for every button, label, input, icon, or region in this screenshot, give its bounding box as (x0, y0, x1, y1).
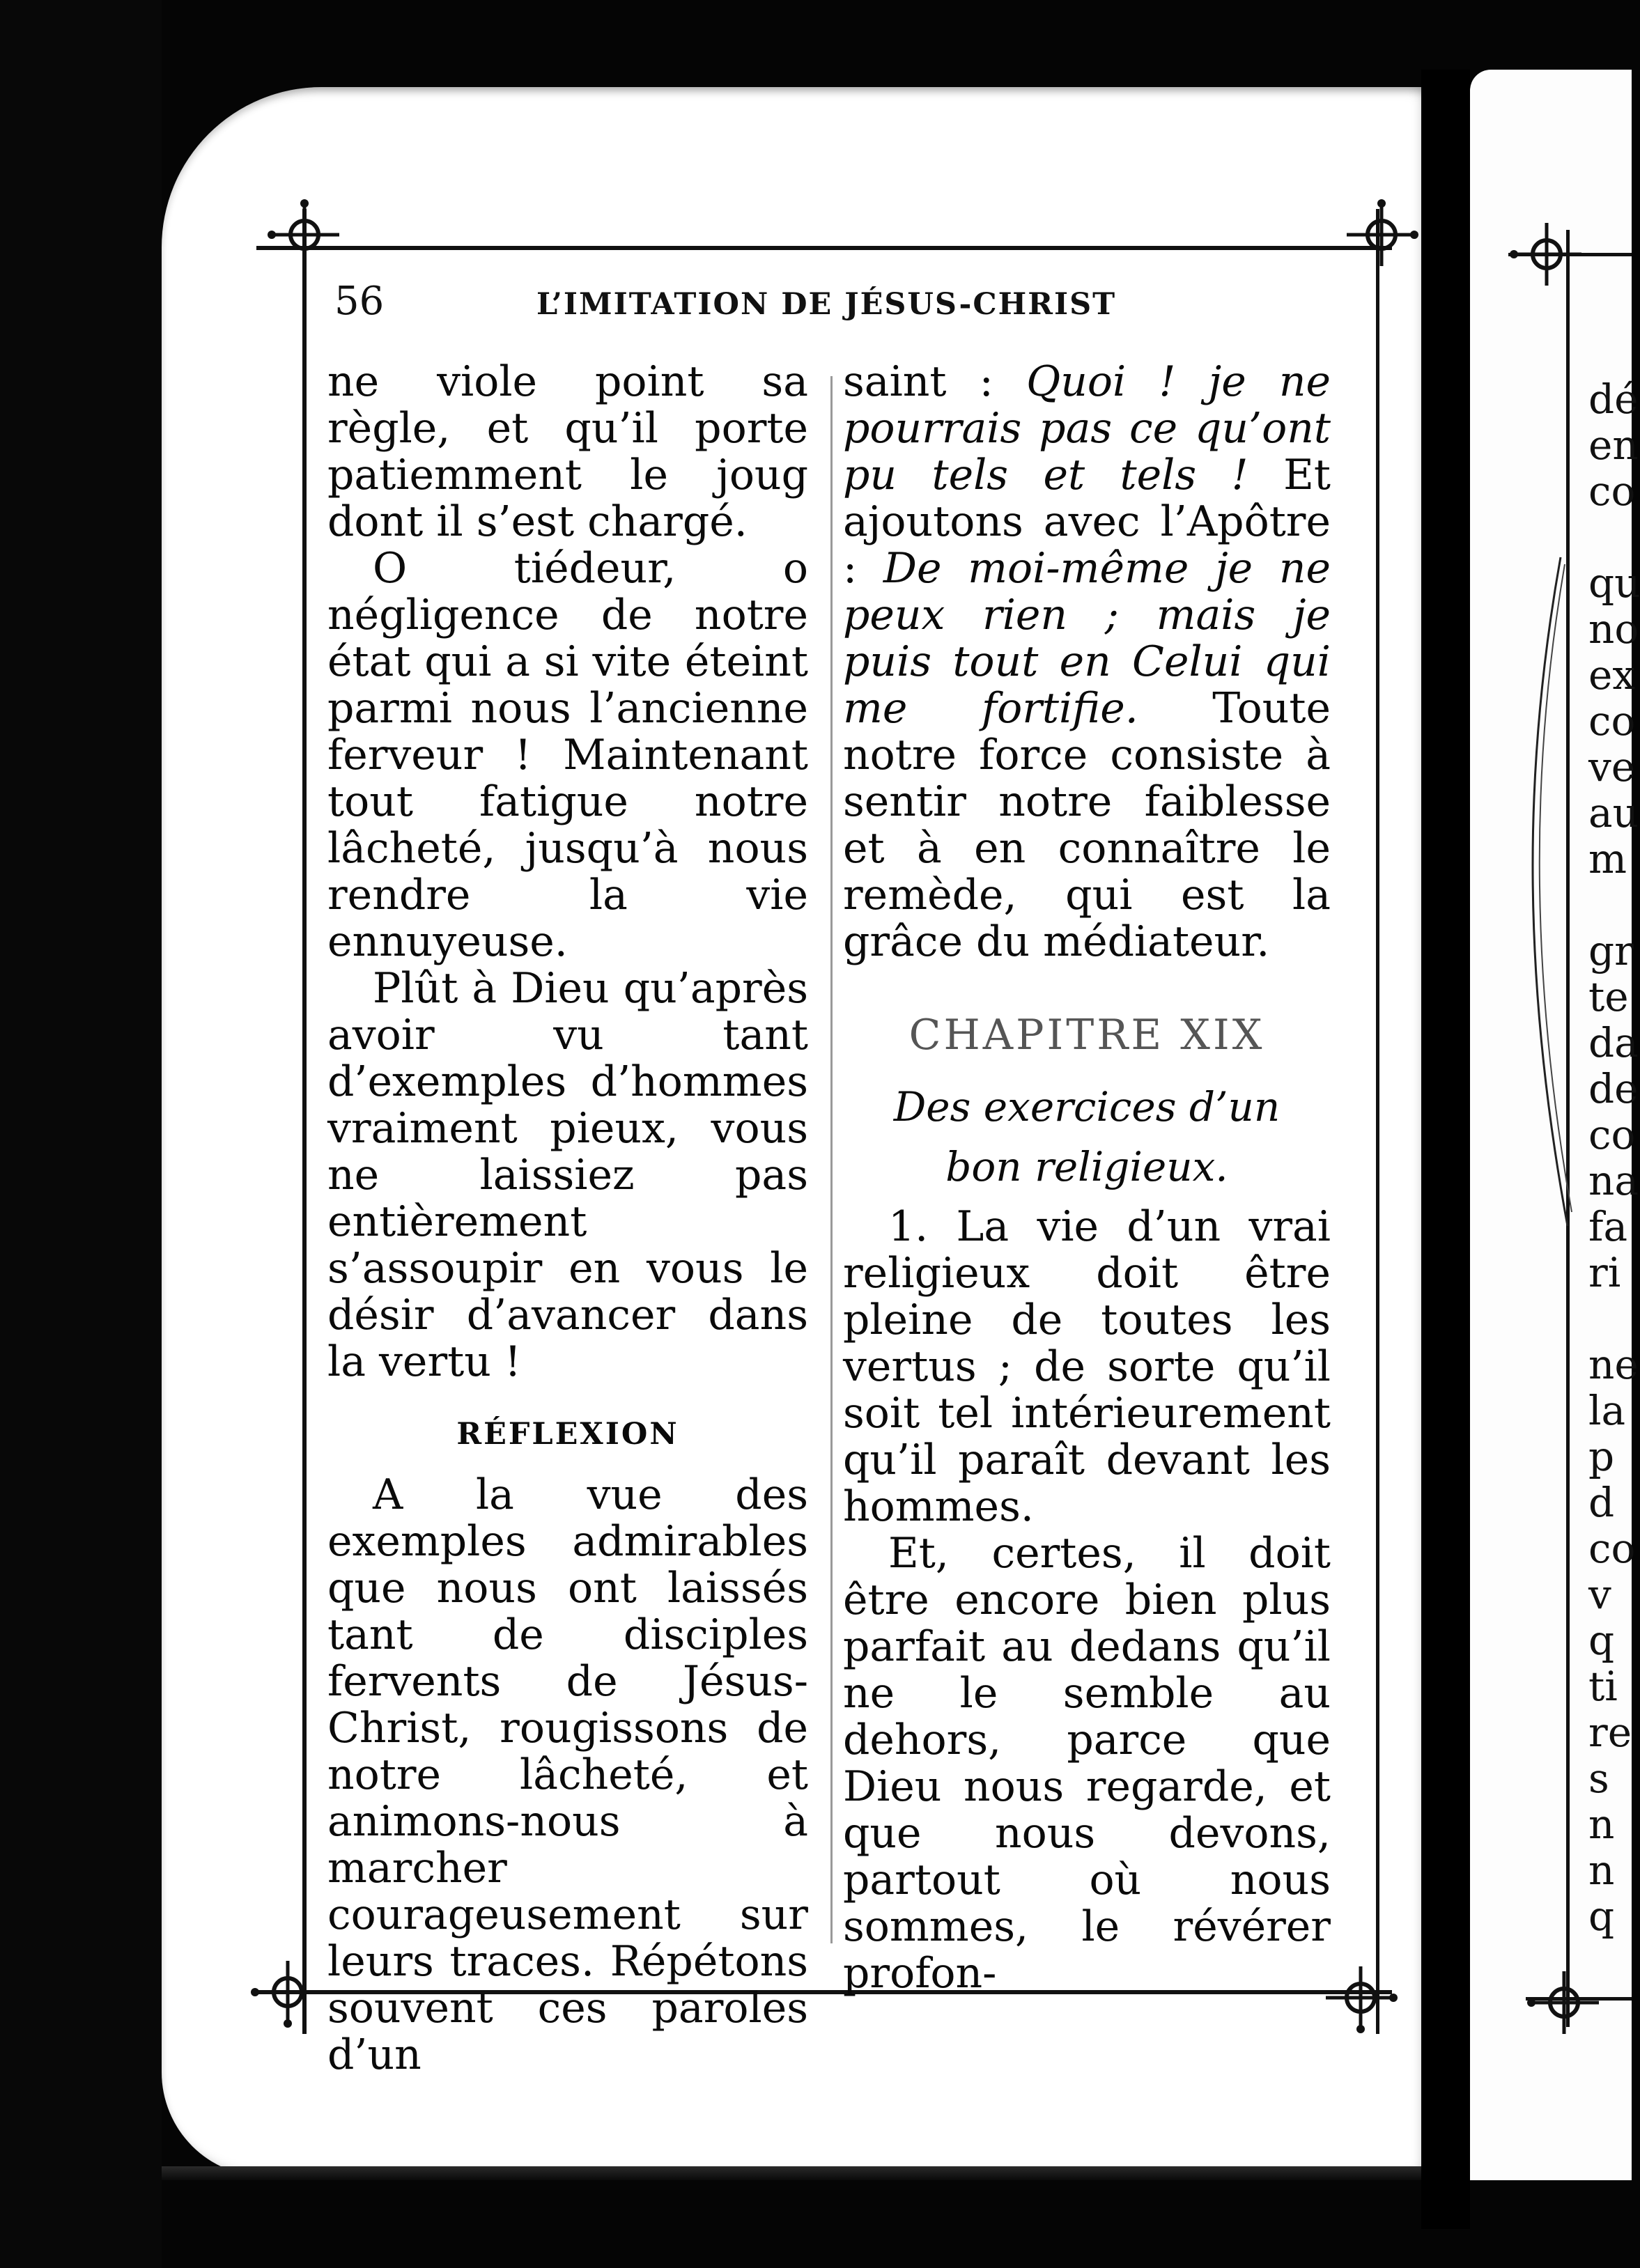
cross-ornament-icon (249, 1954, 326, 2030)
adjacent-text-fragment: re (1588, 1709, 1632, 1756)
adjacent-text-fragment: no (1588, 605, 1639, 653)
adjacent-text-fragment: te (1588, 973, 1629, 1020)
paragraph: A la vue des exemples admirables que nous ont laissés tant de disciples fervents de Jésus-Christ, rougissons de notre lâcheté, et animons-nous à marcher courageusement sur leurs traces. Répétons souvent ces paroles d’un (327, 1470, 808, 2079)
adjacent-text-fragment: la (1588, 1387, 1626, 1434)
adjacent-text-fragment: n (1588, 1801, 1615, 1848)
adjacent-text-fragment: n (1588, 1847, 1615, 1894)
adjacent-text-fragment: q (1588, 1893, 1615, 1940)
paragraph: O tiédeur, o négligence de notre état qui a si vite éteint parmi nous l’ancienne ferveur ! Maintenant tout fatigue notre lâcheté, jusqu’à nous rendre la vie ennuyeuse. (327, 544, 808, 966)
adjacent-text-fragment: co (1588, 1525, 1636, 1572)
adjacent-text-fragment: na (1588, 1157, 1639, 1204)
adjacent-text-fragment: v (1588, 1571, 1611, 1618)
adjacent-text-fragment: dé (1588, 375, 1639, 423)
paragraph: 1. La vie d’un vrai religieux doit être pleine de toutes les vertus ; de sorte qu’il soit tel intérieurement qu’il paraît devant les hommes. (843, 1202, 1331, 1531)
text-run: Et ajoutons avec l’Apôtre : (843, 451, 1331, 593)
adjacent-text-fragment: co (1588, 697, 1636, 745)
column-divider (830, 376, 833, 1943)
page-edge-shadow (162, 2166, 1433, 2180)
adjacent-text-fragment: s (1588, 1755, 1609, 1802)
adjacent-text-fragment (1588, 882, 1632, 928)
section-heading: RÉFLEXION (456, 1417, 679, 1452)
adjacent-text-fragment: p (1588, 1433, 1615, 1480)
cross-ornament-icon (1526, 1964, 1602, 2041)
adjacent-frame-rule-bottom (1526, 1997, 1632, 2001)
chapter-subtitle-line: Des exercices d’un (893, 1083, 1281, 1131)
adjacent-frame-rule-top (1508, 253, 1632, 256)
frame-rule-right (1376, 209, 1379, 2034)
adjacent-text-fragment: de (1588, 1065, 1639, 1112)
cross-ornament-icon (1322, 1959, 1399, 2036)
book-gutter (1421, 70, 1470, 2229)
adjacent-text-fragment: m (1588, 835, 1627, 883)
adjacent-page-text (1588, 375, 1640, 1940)
adjacent-text-fragment: ex (1588, 651, 1636, 699)
adjacent-text-fragment: en (1588, 421, 1639, 469)
paragraph (843, 359, 1331, 965)
cross-ornament-icon (266, 196, 343, 273)
adjacent-text-fragment: co (1588, 1111, 1636, 1158)
adjacent-text-fragment: au (1588, 789, 1639, 837)
adjacent-text-fragment: d (1588, 1479, 1615, 1526)
right-text-column (843, 359, 1331, 1997)
adjacent-text-fragment: q (1588, 1617, 1615, 1664)
pencil-mark (1519, 543, 1575, 1240)
italic-quote: Quoi ! je ne pourrais pas ce qu’ont pu tels et tels ! (843, 357, 1331, 499)
running-head (327, 279, 1359, 334)
adjacent-text-fragment: qu (1588, 559, 1640, 607)
adjacent-text-fragment: ne (1588, 1341, 1639, 1388)
chapter-title: CHAPITRE XIX (908, 1011, 1265, 1059)
left-text-column (327, 359, 808, 2079)
adjacent-text-fragment: fa (1588, 1203, 1628, 1250)
chapter-subtitle-line: bon religieux. (945, 1143, 1228, 1190)
text-run: saint : (843, 357, 1027, 406)
adjacent-text-fragment: ri (1588, 1249, 1621, 1296)
italic-quote: De moi-même je ne peux rien ; mais je puis tout en Celui qui me fortifie. (843, 544, 1331, 733)
cross-ornament-icon (1343, 196, 1420, 273)
adjacent-text-fragment: gr (1588, 927, 1634, 974)
paragraph: ne viole point sa règle, et qu’il porte patiemment le joug dont il s’est chargé. (327, 357, 808, 546)
scan-background (0, 0, 162, 2268)
text-run: Toute notre force consiste à sentir notre faiblesse et à en connaître le remède, qui est la grâce du médiateur. (843, 684, 1331, 966)
adjacent-text-fragment (1588, 1296, 1632, 1342)
page-number: 56 (334, 279, 385, 324)
frame-rule-left (302, 209, 307, 2034)
adjacent-text-fragment: ve (1588, 743, 1636, 791)
adjacent-text-fragment: ti (1588, 1663, 1618, 1710)
paragraph: Plût à Dieu qu’après avoir vu tant d’exemples d’hommes vraiment pieux, vous ne laissiez pas entièrement s’assoupir en vous le désir d’avancer dans la vertu ! (327, 964, 808, 1386)
adjacent-text-fragment: da (1588, 1019, 1639, 1066)
running-title: L’IMITATION DE JÉSUS-CHRIST (536, 287, 1117, 322)
adjacent-text-fragment (1588, 514, 1632, 560)
frame-rule-top (256, 246, 1392, 250)
adjacent-text-fragment: co (1588, 467, 1636, 515)
paragraph: Et, certes, il doit être encore bien plus parfait au dedans qu’il ne le semble au dehors, parce que Dieu nous regarde, et que nous devons, partout où nous sommes, le révérer profon- (843, 1529, 1331, 1998)
